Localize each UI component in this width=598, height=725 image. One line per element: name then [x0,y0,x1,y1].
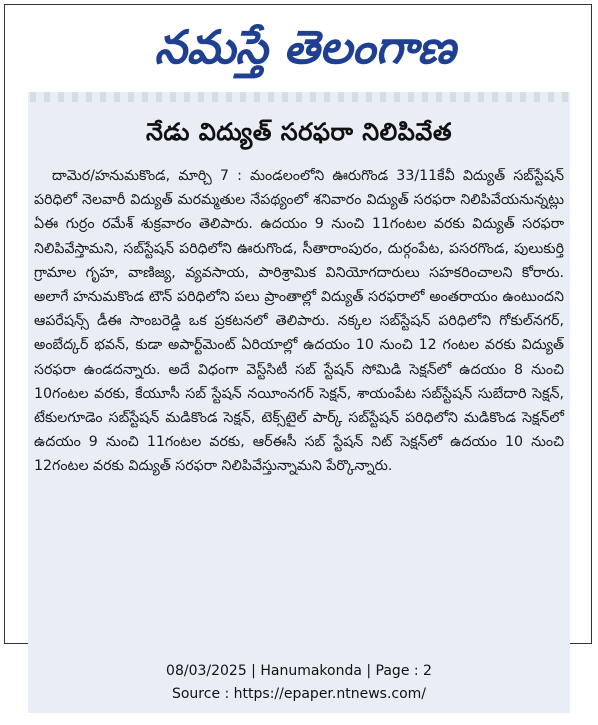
masthead-title: నమస్తే తెలంగాణ [154,20,456,74]
article-body [34,164,564,479]
clipping-footer [0,660,598,706]
article-headline: నేడు విద్యుత్ సరఫరా నిలిపివేత [145,118,453,146]
edition-info: 08/03/2025 | Hanumakonda | Page : 2 [166,663,432,679]
torn-edge [30,92,568,102]
source-link[interactable]: Source : https://epaper.ntnews.com/ [171,686,427,702]
newspaper-logo [105,11,505,81]
article-paragraph: దామెర/హనుమకొండ, మార్చి 7 : మండలంలోని ఊరుగొండ 33/11కేవీ విద్యుత్ సబ్‌స్టేషన్ పరిధిలో నెలవారీ విద్యుత్ మరమ్మతుల నేపథ్యంలో శనివారం విద్యుత్ సరఫరా నిలిపివేయనున్నట్లు ఏఈ గుర్రం రమేశ్ శుక్రవారం తెలిపారు. ఉదయం 9 నుంచి 11గంటల వరకు విద్యుత్ సరఫరా నిలిపివేస్తామని, సబ్‌స్టేషన్ పరిధిలోని ఊరుగొండ, సీతారాంపురం, దుర్గంపేట, పసరగొండ, పులుకుర్తి గ్రామాల గృహ, వాణిజ్య, వ్యవసాయ, పారిశ్రామిక వినియోగదారులు సహకరించాలని కోరారు. అలాగే హనుమకొండ టౌన్ పరిధిలోని పలు ప్రాంతాల్లో విద్యుత్ సరఫరాలో అంతరాయం ఉంటుందని ఆపరేషన్స్ డీఈ సాంబరెడ్డి ఒక ప్రకటనలో తెలిపారు. నక్కల సబ్‌స్టేషన్ పరిధిలోని గోకుల్‌నగర్, అంబేద్కర్ భవన్, కుడా అపార్ట్‌మెంట్ ఏరియాల్లో ఉదయం 10 నుంచి 12 గంటల వరకు విద్యుత్ సరఫరా ఉండదన్నారు. అదే విధంగా వెస్ట్‌సిటీ సబ్ స్టేషన్ సోమిడి సెక్షన్‌లో ఉదయం 8 నుంచి 10గంటల వరకు, కేయూసీ సబ్ స్టేషన్ నయీంనగర్ సెక్షన్, శాయంపేట సబ్‌స్టేషన్ సుబేదారి సెక్షన్, టేకులగూడెం సబ్‌స్టేషన్ మడికొండ సెక్షన్, టెక్స్‌టైల్ పార్క్ సబ్‌స్టేషన్ పరిధిలోని మడికొండ సెక్షన్‌లో ఉదయం 9 నుంచి 11గంటల వరకు, ఆర్ఈసీ సబ్ స్టేషన్ నిట్ సెక్షన్‌లో ఉదయం 10 నుంచి 12గంటల వరకు విద్యుత్ సరఫరా నిలిపివేస్తున్నామని పేర్కొన్నారు. [34,168,564,475]
newspaper-logo-mark [105,11,505,81]
masthead [5,5,591,95]
